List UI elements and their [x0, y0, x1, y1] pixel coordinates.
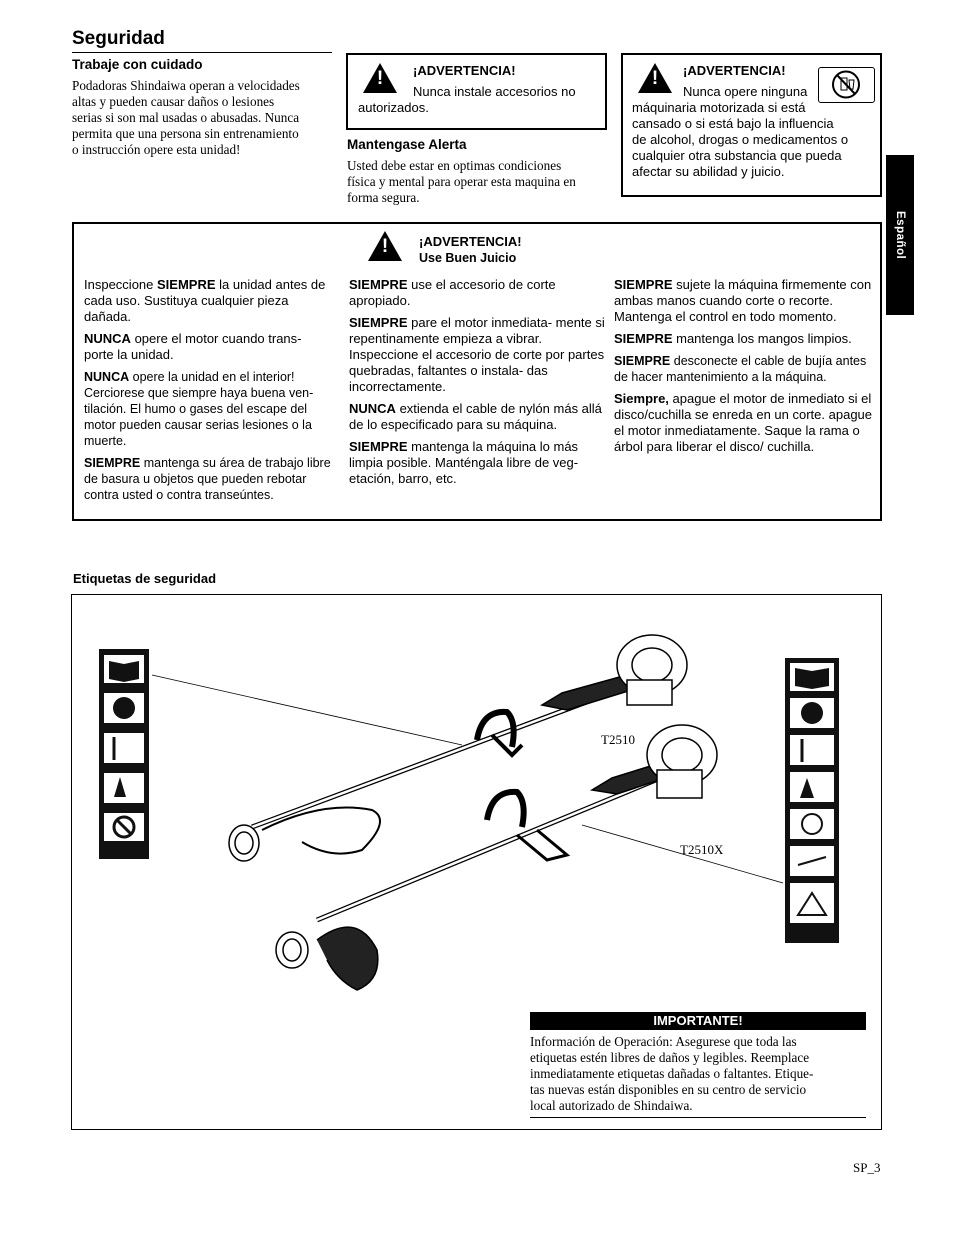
- rule-item: SIEMPRE sujete la máquina firmemente con ambas manos cuando corte o recorte. Mantenga el control en todo momento.: [614, 277, 872, 324]
- rule-item: SIEMPRE mantenga su área de trabajo libre de basura u objetos que pueden rebotar contra usted o contra transeúntes.: [84, 456, 331, 502]
- alerta-line: Usted debe estar en optimas condiciones: [347, 158, 562, 173]
- language-tab: [886, 155, 914, 315]
- alerta-body: [347, 158, 612, 206]
- model-label-t2510: T2510: [601, 732, 635, 747]
- page-title: Seguridad: [72, 28, 165, 49]
- trimmer-t2510x: [276, 725, 717, 990]
- warning-subheading: Use Buen Juicio: [419, 251, 517, 265]
- trabajo-line: permita que una persona sin entrenamiento: [72, 126, 299, 141]
- warning-box-good-judgment: ! ¡ADVERTENCIA! Use Buen Juicio Inspeccione SIEMPRE la unidad antes de cada uso. Sustituya cualquier pieza dañada. NUNCA opere el motor cuando trans- porte la unidad. NUNCA opere la unidad en el interior! Cerciorese que siempre haya buena ven- tilación. El humo o gases del escape del motor pueden causar serias lesiones o la muerte. SIEMPRE mantenga su área de trabajo libre de basura u objetos que pueden rebotar contra usted o contra transeúntes. SIEMPRE use el accesorio de corte apropiado. SIEMPRE pare el motor inmediata- mente si repentinamente empieza a vibrar. Inspeccione el accesorio de corte por partes quebradas, faltantes o instala- das incorrectamente. NUNCA extienda el cable de nylón más allá de lo especificado para su máquina. SIEMPRE mantenga la máquina lo más limpia posible. Manténgala libre de veg- etación, barro, etc. SIEMPRE sujete la máquina firmemente con ambas manos cuando corte o recorte. Mantenga el control en todo momento. SIEMPRE mantenga los mangos limpios. SIEMPRE desconecte el cable de bujía antes de hacer mantenimiento a la máquina. Siempre, apague el motor de inmediato si el disco/cuchilla se enreda en un corte. apague el motor inmediatamente. Saque la rama o árbol para liberar el disco/ cuchilla.: [72, 222, 882, 521]
- alerta-line: física y mental para operar esta maquina en: [347, 174, 576, 189]
- trabajo-heading: Trabaje con cuidado: [72, 57, 203, 72]
- model-label-t2510x: T2510X: [680, 842, 724, 857]
- warning-heading: ¡ADVERTENCIA!: [683, 63, 786, 78]
- trimmer-t2510: [229, 635, 687, 861]
- important-line: Información de Operación: Asegurese que toda las: [530, 1034, 797, 1049]
- rule-item: Inspeccione SIEMPRE la unidad antes de cada uso. Sustituya cualquier pieza dañada.: [84, 277, 326, 324]
- warning-line: Nunca instale accesorios no: [413, 84, 576, 99]
- trabajo-line: serias si son mal usadas o abusadas. Nunca: [72, 110, 300, 125]
- rule-item: SIEMPRE mantenga los mangos limpios.: [614, 331, 852, 346]
- language-tab-label: Español: [894, 210, 906, 260]
- warning-line: afectar su abilidad y juicio.: [632, 164, 785, 179]
- warning-box-alcohol: ! ¡ADVERTENCIA! Nunca opere ninguna máquinaria motorizada si está cansado o si está bajo la influencia de alcohol, drogas o medicamentos o cualquier otra substancia que pueda afectar su abilidad y juicio.: [621, 53, 882, 197]
- alerta-line: forma segura.: [347, 190, 420, 205]
- rule-item: NUNCA opere el motor cuando trans- porte la unidad.: [84, 331, 302, 362]
- warning-line: autorizados.: [358, 100, 429, 115]
- warning-box-accessories: ! ¡ADVERTENCIA! Nunca instale accesorios no autorizados.: [346, 53, 607, 130]
- rules-column-3: [614, 277, 874, 461]
- title-rule: [72, 52, 332, 53]
- warning-line: Nunca opere ninguna: [683, 84, 808, 99]
- rule-item: SIEMPRE pare el motor inmediata- mente si repentinamente empieza a vibrar. Inspeccione el accesorio de corte por partes quebradas, faltantes o instala- das incorrectamente.: [349, 315, 605, 394]
- no-alcohol-icon: [818, 67, 875, 103]
- rules-column-1: [84, 277, 334, 509]
- important-notice: [530, 1012, 866, 1118]
- important-line: tas nuevas están disponibles en su centro de servicio: [530, 1082, 807, 1097]
- rule-item: SIEMPRE use el accesorio de corte apropiado.: [349, 277, 556, 308]
- rules-column-2: [349, 277, 607, 493]
- warning-lines: [632, 100, 877, 180]
- right-decal-strip: [785, 658, 839, 943]
- warning-line: de alcohol, drogas o medicamentos o: [632, 132, 849, 147]
- warning-line: cualquier otra substancia que pueda: [632, 148, 842, 163]
- rule-item: Siempre, apague el motor de inmediato si el disco/cuchilla se enreda en un corte. apague el motor inmediatamente. Saque la rama o árbol para liberar el disco/ cuchilla.: [614, 391, 873, 454]
- trabajo-line: altas y pueden causar daños o lesiones: [72, 94, 275, 109]
- rule-item: NUNCA extienda el cable de nylón más allá de lo especificado para su máquina.: [349, 401, 602, 432]
- rule-item: NUNCA opere la unidad en el interior! Cerciorese que siempre haya buena ven- tilación. El humo o gases del escape del motor pueden causar serias lesiones o la muerte.: [84, 370, 314, 448]
- rule-item: SIEMPRE mantenga la máquina lo más limpia posible. Manténgala libre de veg- etación, barro, etc.: [349, 439, 579, 486]
- rule-item: SIEMPRE desconecte el cable de bujía antes de hacer mantenimiento a la máquina.: [614, 354, 867, 384]
- important-heading: IMPORTANTE!: [530, 1012, 866, 1030]
- warning-heading: ¡ADVERTENCIA!: [413, 63, 516, 78]
- safety-labels-figure: [71, 594, 882, 1130]
- left-decal-strip: [99, 649, 149, 859]
- important-line: local autorizado de Shindaiwa.: [530, 1098, 693, 1113]
- trabajo-line: Podadoras Shindaiwa operan a velocidades: [72, 78, 300, 93]
- warning-heading: ¡ADVERTENCIA!: [419, 234, 522, 249]
- alerta-heading: Mantengase Alerta: [347, 137, 467, 152]
- warning-line: máquinaria motorizada si está: [632, 100, 806, 115]
- labels-heading: Etiquetas de seguridad: [73, 571, 217, 586]
- important-body: [530, 1034, 866, 1118]
- page-number: SP_3: [853, 1160, 881, 1175]
- important-line: etiquetas estén libres de daños y legibles. Reemplace: [530, 1050, 810, 1065]
- warning-line: cansado o si está bajo la influencia: [632, 116, 834, 131]
- important-line: inmediatamente etiquetas dañadas o faltantes. Etique-: [530, 1066, 814, 1081]
- trabajo-line: o instrucción opere esta unidad!: [72, 142, 241, 157]
- trabajo-body: [72, 78, 342, 158]
